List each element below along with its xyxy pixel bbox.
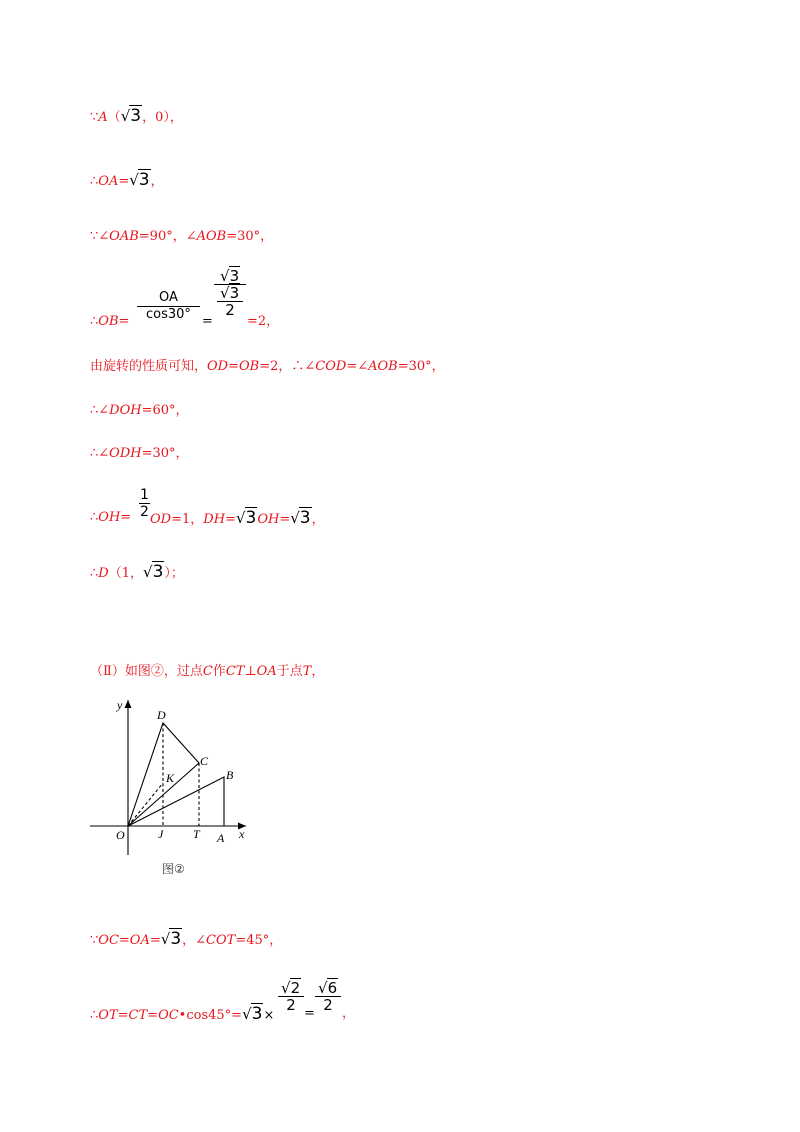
- equals: =: [117, 1008, 129, 1023]
- point-t: T: [302, 664, 312, 679]
- radicand: 3: [251, 1004, 263, 1024]
- result-2: =2，: [247, 314, 280, 329]
- radicand: 3: [152, 562, 164, 582]
- comma: ，: [342, 1006, 356, 1021]
- angle-aob: AOB: [368, 359, 398, 374]
- radicand: 6: [327, 979, 338, 997]
- line-doh: [90, 403, 189, 419]
- eq-90: =90°，∠: [138, 229, 197, 244]
- coord-close: ）；: [164, 566, 184, 581]
- part-two-text: （Ⅱ）如图②，过点: [90, 664, 203, 679]
- cos45-text: •cos45°=: [178, 1008, 243, 1023]
- fraction-sqrt6-over-2: [315, 980, 341, 1013]
- fraction-sqrt2-over-2: [278, 980, 304, 1013]
- label-y: y: [117, 698, 123, 712]
- radicand: 3: [299, 508, 311, 528]
- line-oa: [90, 172, 164, 190]
- equals: =: [279, 512, 291, 527]
- numerator: 1: [140, 487, 149, 503]
- label-b: B: [226, 768, 234, 782]
- var-oc: OC: [158, 1008, 179, 1023]
- therefore-angle: ∴∠: [90, 446, 110, 461]
- var-oh: OH: [98, 510, 121, 525]
- sqrt-3: √3: [120, 106, 142, 126]
- fraction-sqrt3-over: [214, 268, 246, 318]
- radicand: 3: [130, 106, 142, 126]
- therefore-symbol: ∴: [90, 174, 99, 189]
- line-part-two: [90, 664, 324, 680]
- eq-30: =30°，: [141, 446, 189, 461]
- radicand: 3: [138, 170, 150, 190]
- label-t: T: [193, 827, 200, 841]
- denominator: 2: [140, 504, 149, 520]
- dash-ok: [128, 783, 163, 826]
- numerator: √6: [315, 980, 341, 997]
- geometry-figure: [88, 695, 258, 885]
- denominator: 2: [323, 996, 333, 1014]
- sqrt-3: √3: [129, 170, 150, 190]
- comma: ，: [150, 174, 164, 189]
- angle-odh: ODH: [109, 446, 142, 461]
- eq-60: =60°，: [141, 403, 189, 418]
- equals: =: [228, 359, 240, 374]
- eq-45: =45°，: [235, 933, 283, 948]
- angle-oab: OAB: [109, 229, 139, 244]
- inner-fraction: [217, 285, 243, 318]
- times-symbol: ×: [263, 1008, 275, 1023]
- var-od: OD: [207, 359, 229, 374]
- label-k: K: [166, 771, 175, 785]
- therefore-symbol: ∴: [90, 314, 99, 329]
- coord-rest: ，0），: [142, 110, 183, 125]
- line-point-d: [90, 564, 184, 582]
- equals-angle: =∠: [346, 359, 369, 374]
- radicand: 3: [170, 929, 182, 949]
- radicand: 3: [229, 284, 240, 302]
- comma: ，: [311, 664, 325, 679]
- angle-cot: COT: [206, 933, 236, 948]
- comma-angle: ，∠: [182, 933, 207, 948]
- y-arrow-icon: [125, 700, 132, 708]
- line-given-a: [90, 108, 183, 126]
- line-angles: [90, 229, 273, 245]
- therefore-angle: ∴∠: [90, 403, 110, 418]
- label-j: J: [158, 827, 164, 841]
- denominator: [214, 285, 246, 318]
- equals: =: [149, 933, 161, 948]
- label-a: A: [217, 831, 225, 845]
- point-a-label: A: [98, 110, 108, 125]
- sqrt-3: √3: [242, 1004, 263, 1024]
- inner-numerator: √3: [217, 285, 243, 302]
- var-od: OD: [150, 512, 172, 527]
- equals-2: =: [202, 314, 213, 329]
- numerator: √2: [278, 980, 304, 997]
- var-oh: OH: [257, 512, 280, 527]
- segment-oa: OA: [256, 664, 277, 679]
- numerator: OA: [137, 290, 200, 307]
- var-oc: OC: [98, 933, 119, 948]
- because-symbol: ∵: [90, 933, 99, 948]
- equals-2: =: [304, 1006, 315, 1021]
- therefore-symbol: ∴: [90, 1008, 99, 1023]
- equals: =: [118, 933, 130, 948]
- radicand: 2: [290, 979, 301, 997]
- therefore-symbol: ∴: [90, 566, 99, 581]
- eq-1: =1，: [171, 512, 204, 527]
- equals: =: [118, 314, 130, 329]
- paren-open: （: [107, 110, 121, 125]
- because-angle: ∵∠: [90, 229, 110, 244]
- label-o: O: [116, 828, 125, 842]
- angle-doh: DOH: [109, 403, 142, 418]
- angle-aob: AOB: [196, 229, 227, 244]
- yu-dian-text: 于点: [276, 664, 303, 679]
- eq-30: =30°，: [226, 229, 274, 244]
- zuo-text: 作: [212, 664, 226, 679]
- denominator: cos30°: [145, 307, 191, 322]
- equals: =: [225, 512, 236, 527]
- sqrt-3: √3: [290, 508, 311, 528]
- eq-2-therefore: =2，∴∠: [259, 359, 316, 374]
- sqrt-3: √3: [160, 929, 182, 949]
- point-c: C: [202, 664, 213, 679]
- label-c: C: [200, 754, 209, 768]
- line-rotation: [90, 359, 445, 375]
- equals: =: [147, 1008, 159, 1023]
- comma: ，: [311, 512, 325, 527]
- numerator: √3: [214, 268, 246, 285]
- figure-caption: 图②: [162, 862, 185, 876]
- coord-open: （1，: [108, 566, 143, 581]
- radicand: 3: [229, 267, 240, 285]
- line-odh: [90, 446, 189, 462]
- radicand: 3: [245, 508, 257, 528]
- var-ob: OB: [239, 359, 260, 374]
- perp-symbol: ⊥: [244, 664, 257, 679]
- var-ot: OT: [98, 1008, 118, 1023]
- fraction-oa-cos30: [137, 290, 200, 323]
- line-oc-oa: [90, 931, 282, 949]
- point-d-label: D: [98, 566, 109, 581]
- var-oa: OA: [98, 174, 119, 189]
- sqrt-3: √3: [143, 562, 164, 582]
- rotation-text: 由旋转的性质可知，: [90, 359, 208, 374]
- var-ct: CT: [128, 1008, 148, 1023]
- eq-30: =30°，: [397, 359, 445, 374]
- label-d: D: [157, 708, 166, 722]
- segment-ct: CT: [225, 664, 245, 679]
- var-dh: DH: [203, 512, 226, 527]
- fraction-one-half: [139, 487, 150, 520]
- equals: =: [120, 510, 132, 525]
- label-x: x: [239, 827, 245, 841]
- inner-denominator: 2: [225, 301, 235, 319]
- angle-cod: COD: [315, 359, 347, 374]
- equals: =: [118, 174, 130, 189]
- var-oa: OA: [129, 933, 150, 948]
- var-ob: OB: [98, 314, 119, 329]
- because-symbol: ∵: [90, 110, 99, 125]
- therefore-symbol: ∴: [90, 510, 99, 525]
- denominator: 2: [286, 996, 296, 1014]
- sqrt-3: √3: [235, 508, 257, 528]
